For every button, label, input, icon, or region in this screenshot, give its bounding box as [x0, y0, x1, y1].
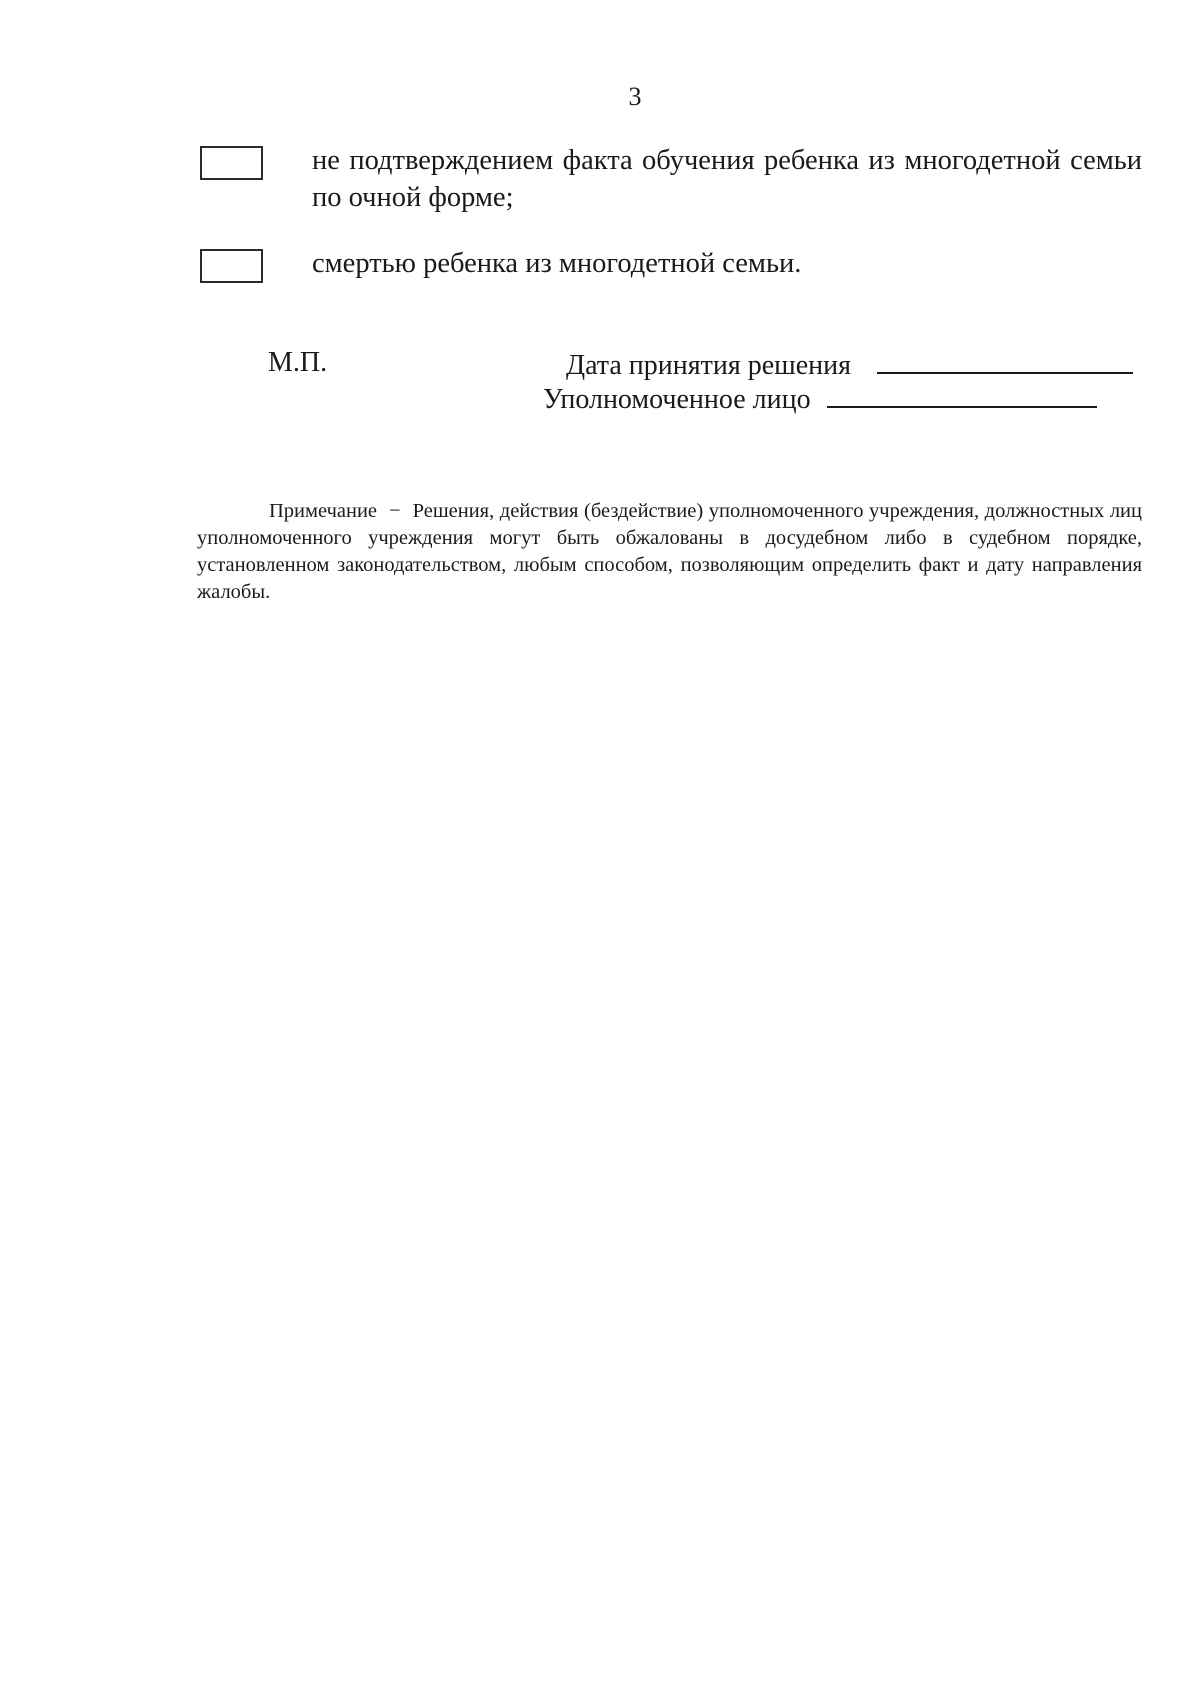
decision-date-line [566, 346, 1133, 382]
authorized-person-field[interactable] [827, 380, 1097, 408]
authorized-person-label: Уполномоченное лицо [543, 384, 811, 415]
decision-date-field[interactable] [877, 346, 1133, 374]
option-checkbox-death[interactable] [200, 249, 263, 283]
note-text: Решения, действия (бездействие) уполномоченного учреждения, должностных лиц уполномоченного учреждения могут быть обжалованы в досудебном либо в судебном порядке, установленном законодательством, любым способом, позволяющим определить факт и дату направления жалобы. [197, 500, 1142, 603]
authorized-person-line [543, 380, 1097, 416]
decision-date-label: Дата принятия решения [566, 350, 852, 381]
option-row-education [200, 142, 1142, 216]
option-row-death [200, 245, 1142, 282]
note-label: Примечание [269, 500, 378, 522]
option-label-death: смертью ребенка из многодетной семьи. [312, 248, 802, 279]
option-label-education: не подтверждением факта обучения ребенка из многодетной семьи по очной форме; [312, 145, 1142, 213]
note-paragraph [197, 498, 1142, 606]
note-dash: − [389, 500, 401, 522]
option-checkbox-education[interactable] [200, 146, 263, 180]
page-number: 3 [628, 82, 642, 111]
stamp-label: М.П. [268, 347, 328, 378]
